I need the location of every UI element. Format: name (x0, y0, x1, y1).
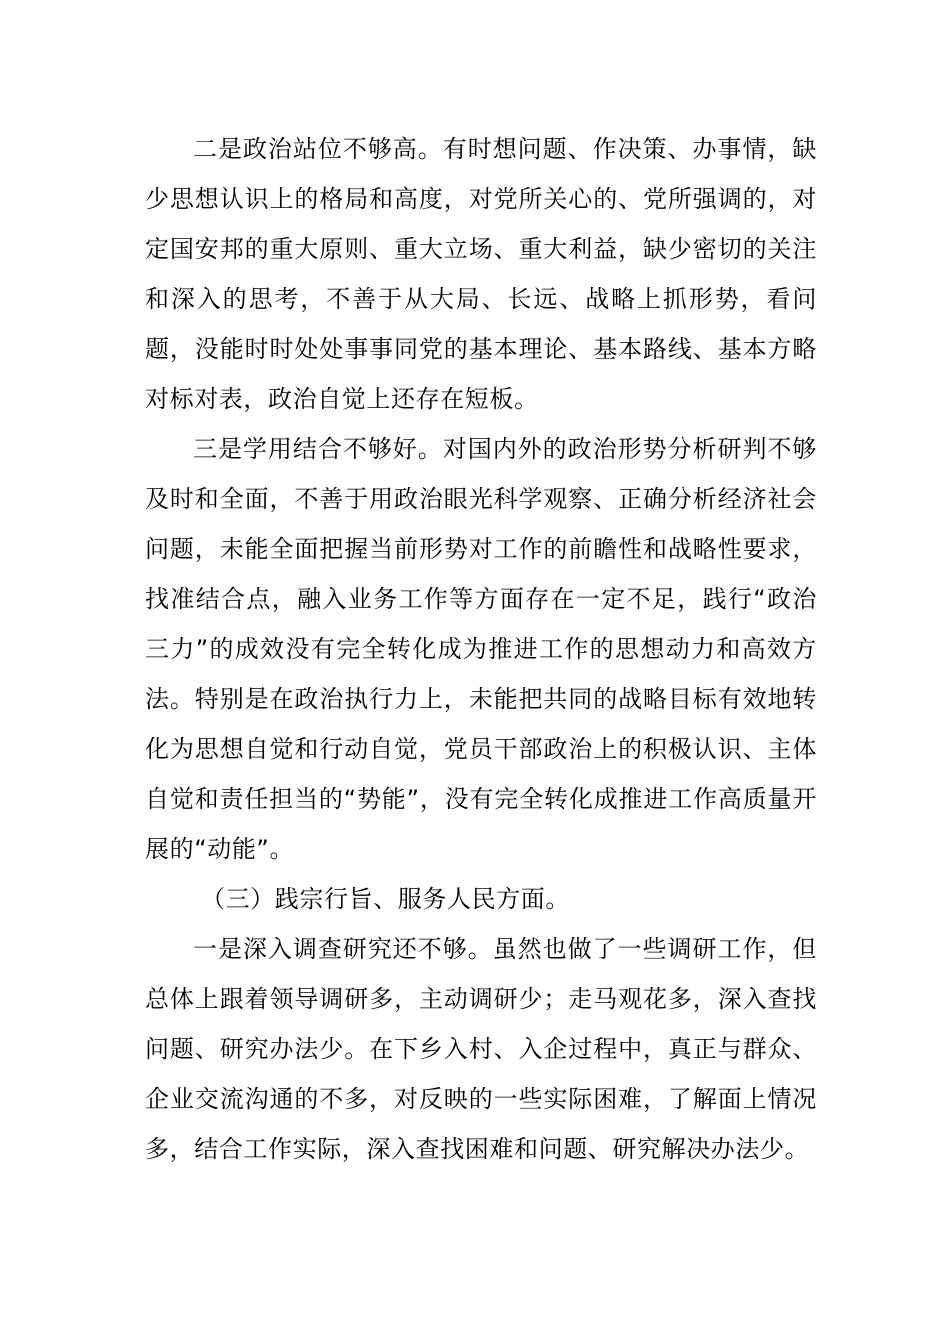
paragraph-political-position: 二是政治站位不够高。有时想问题、作决策、办事情，缺少思想认识上的格局和高度，对党所关心的、党所强调的，对定国安邦的重大原则、重大立场、重大利益，缺少密切的关注和深入的思考，不善于从大局、长远、战略上抓形势，看问题，没能时时处处事事同党的基本理论、基本路线、基本方略对标对表，政治自觉上还存在短板。 (145, 135, 817, 413)
paragraph-study-application: 三是学用结合不够好。对国内外的政治形势分析研判不够及时和全面，不善于用政治眼光科学观察、正确分析经济社会问题，未能全面把握当前形势对工作的前瞻性和战略性要求，找准结合点，融入业务工作等方面存在一定不足，践行“政治三力”的成效没有完全转化成为推进工作的思想动力和高效方法。特别是在政治执行力上，未能把共同的战略目标有效地转化为思想自觉和行动自觉，党员干部政治上的积极认识、主体自觉和责任担当的“势能”，没有完全转化成推进工作高质量开展的“动能”。 (145, 435, 817, 863)
paragraph-investigation-research: 一是深入调查研究还不够。虽然也做了一些调研工作，但总体上跟着领导调研多，主动调研少；走马观花多，深入查找问题、研究办法少。在下乡入村、入企过程中，真正与群众、企业交流沟通的不多，对反映的一些实际困难，了解面上情况多，结合工作实际，深入查找困难和问题、研究解决办法少。 (145, 935, 817, 1163)
section-heading-serve-people: （三）践宗行旨、服务人民方面。 (201, 885, 570, 913)
document-page (145, 124, 817, 1174)
